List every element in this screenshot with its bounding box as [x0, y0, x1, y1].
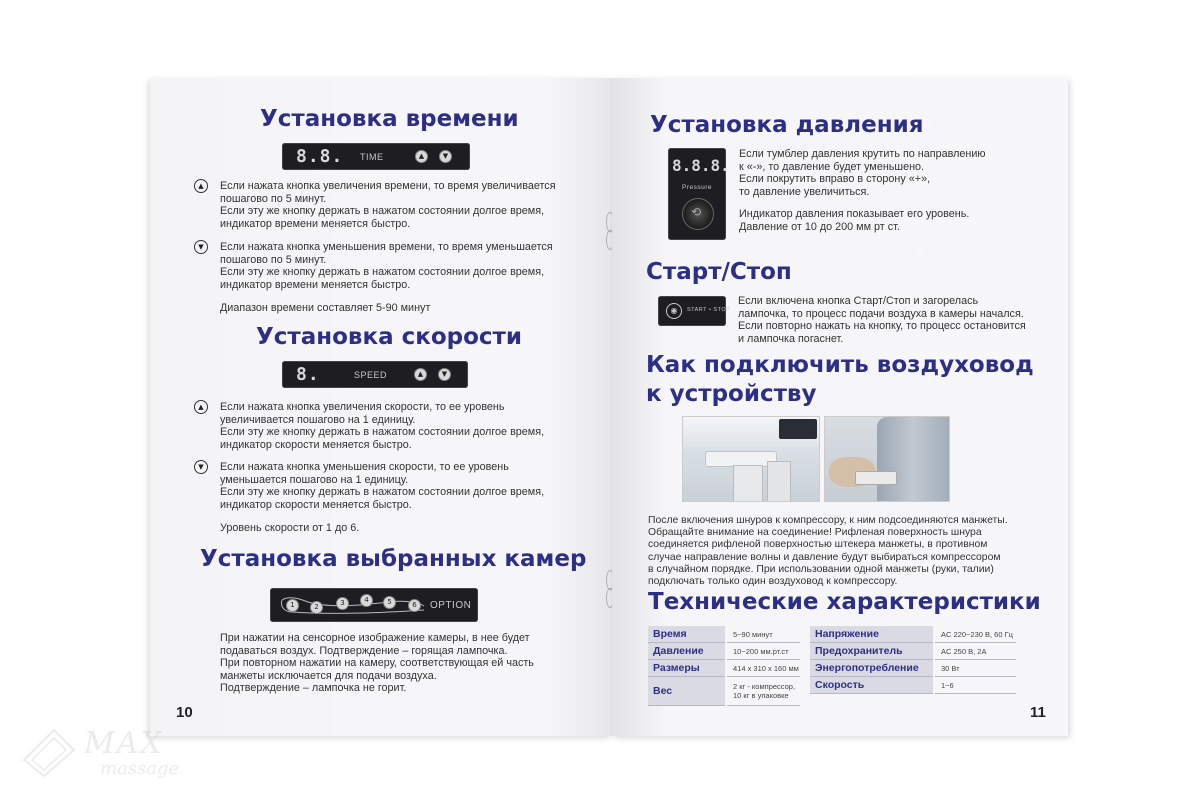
chamber-1-button[interactable]: 1: [286, 599, 299, 612]
chamber-5-button[interactable]: 5: [383, 596, 396, 609]
connect-section-title-line2: к устройству: [646, 381, 817, 407]
pressure-indicator-text: Индикатор давления показывает его уровень. Давление от 10 до 200 мм рт ст.: [739, 208, 970, 233]
time-decrease-text: Если нажата кнопка уменьшения времени, то время уменьшается пошагово по 5 минут. Если эту же кнопку держать в нажатом состоянии долгое время, индикатор времени меняется быстро.: [220, 241, 553, 291]
time-section-title: Установка времени: [260, 106, 519, 132]
spec-key: Энергопотребление: [810, 660, 934, 677]
pressure-display: 8.8.8.: [672, 156, 730, 175]
connector-photo: [682, 416, 820, 502]
chamber-4-button[interactable]: 4: [360, 594, 373, 607]
chambers-control-panel: [270, 588, 478, 622]
spec-key: Давление: [648, 643, 726, 660]
chamber-2-button[interactable]: 2: [310, 601, 323, 614]
speed-down-button[interactable]: [438, 368, 451, 381]
pressure-section-title: Установка давления: [650, 112, 924, 138]
spec-value: 5~90 минут: [726, 626, 800, 643]
down-bullet-icon: ▼: [194, 460, 208, 474]
right-page-number: 11: [1030, 704, 1046, 721]
speed-display: 8.: [296, 364, 320, 385]
right-page: [612, 78, 1068, 736]
down-bullet-icon: ▼: [194, 240, 208, 254]
chamber-3-button[interactable]: 3: [336, 597, 349, 610]
time-range-text: Диапазон времени составляет 5-90 минут: [220, 302, 431, 314]
up-bullet-icon: ▲: [194, 179, 208, 193]
speed-control-panel: [282, 361, 468, 388]
spec-value: 2 кг - компрессор, 10 кг в упаковке: [726, 677, 800, 706]
startstop-button[interactable]: [666, 303, 682, 319]
speed-panel-label: SPEED: [354, 370, 388, 380]
triangle-down-icon: ▼: [442, 152, 449, 160]
spec-key: Время: [648, 626, 726, 643]
pressure-panel-label: Pressure: [682, 184, 713, 191]
chambers-panel-label: OPTION: [430, 600, 472, 611]
spec-value: AC 220~230 В, 60 Гц: [934, 626, 1016, 643]
spec-row: [648, 660, 800, 677]
spec-key: Вес: [648, 677, 726, 706]
spec-key: Скорость: [810, 677, 934, 694]
massage-chair-logo-icon: [14, 720, 84, 780]
pressure-knob-text: Если тумблер давления крутить по направлению к «-», то давление будет уменьшено. Если покрутить вправо в сторону «+», то давление увеличиться.: [739, 148, 986, 198]
time-down-button[interactable]: [439, 150, 452, 163]
time-increase-text: Если нажата кнопка увеличения времени, то время увеличивается пошагово по 5 минут. Если эту же кнопку держать в нажатом состоянии долгое время, индикатор времени меняется быстро.: [220, 180, 556, 230]
pressure-knob[interactable]: [682, 198, 714, 230]
spec-key: Размеры: [648, 660, 726, 677]
left-page-number: 10: [176, 704, 193, 721]
time-control-panel: [282, 143, 470, 170]
watermark-max: MAX: [84, 726, 164, 761]
spec-row: [810, 643, 1016, 660]
spec-key: Предохранитель: [810, 643, 934, 660]
spec-value: 414 x 310 x 160 мм: [726, 660, 800, 677]
watermark-massage: massage: [100, 758, 180, 779]
spec-row: [648, 677, 800, 706]
connect-description-text: После включения шнуров к компрессору, к ним подсоединяются манжеты. Обращайте внимание на соединение! Рифленая поверхность шнура соединяется рифленой поверхностью штекера манжеты, в противном случае направление волны и давление будут выбираться компрессором в случайном порядке. При использовании одной манжеты (руки, талии) подключать только один воздуховод к компрессору.: [648, 515, 1008, 588]
spec-row: [810, 660, 1016, 677]
spec-row: [810, 626, 1016, 643]
time-panel-label: TIME: [360, 152, 384, 162]
time-display: 8.8.: [296, 146, 344, 167]
spec-value: 30 Вт: [934, 660, 1016, 677]
chambers-description-text: При нажатии на сенсорное изображение камеры, в нее будет подаваться воздух. Подтверждение – горящая лампочка. При повторном нажатии на камеру, соответствующая ей часть манжеты исключается для подачи воздуха. Подтверждение – лампочка не горит.: [220, 632, 534, 695]
triangle-up-icon: ▲: [417, 370, 424, 378]
specs-table-right: [810, 626, 1016, 694]
spec-key: Напряжение: [810, 626, 934, 643]
max-massage-watermark: [14, 706, 194, 786]
up-bullet-icon: ▲: [194, 400, 208, 414]
specs-section-title: Технические характеристики: [648, 589, 1041, 615]
speed-range-text: Уровень скорости от 1 до 6.: [220, 522, 360, 534]
specs-table-left: [648, 626, 800, 706]
startstop-section-title: Старт/Стоп: [646, 259, 792, 285]
refresh-icon: ⟲: [691, 205, 702, 219]
speed-section-title: Установка скорости: [256, 324, 522, 350]
triangle-down-icon: ▼: [441, 370, 448, 378]
spec-value: 10~200 мм.рт.ст: [726, 643, 800, 660]
time-up-button[interactable]: [415, 150, 428, 163]
spec-row: [648, 626, 800, 643]
triangle-up-icon: ▲: [418, 152, 425, 160]
spec-value: AC 250 В, 2А: [934, 643, 1016, 660]
spec-row: [810, 677, 1016, 694]
startstop-panel-label: START • STOP: [687, 307, 731, 313]
spec-value: 1~6: [934, 677, 1016, 694]
power-icon: ◉: [670, 306, 678, 315]
speed-up-button[interactable]: [414, 368, 427, 381]
startstop-panel: [658, 296, 731, 326]
spec-row: [648, 643, 800, 660]
pressure-control-panel: [668, 148, 730, 240]
startstop-text: Если включена кнопка Старт/Стоп и загорелась лампочка, то процесс подачи воздуха в камеры начался. Если повторно нажать на кнопку, то процесс остановится и лампочка погаснет.: [738, 295, 1026, 345]
chambers-section-title: Установка выбранных камер: [200, 546, 587, 572]
chamber-6-button[interactable]: 6: [408, 599, 421, 612]
speed-decrease-text: Если нажата кнопка уменьшения скорости, то ее уровень уменьшается пошагово на 1 единицу. Если эту же кнопку держать в нажатом состоянии долгое время, индикатор скорости меняется быстро.: [220, 461, 545, 511]
speed-increase-text: Если нажата кнопка увеличения скорости, то ее уровень увеличивается пошагово на 1 единицу. Если эту же кнопку держать в нажатом состоянии долгое время, индикатор скорости меняется быстро.: [220, 401, 545, 451]
left-page: [150, 78, 612, 736]
leg-outline-icon: [278, 592, 428, 618]
leg-cuff-photo: [824, 416, 950, 502]
connect-section-title: Как подключить воздуховод: [646, 352, 1034, 378]
